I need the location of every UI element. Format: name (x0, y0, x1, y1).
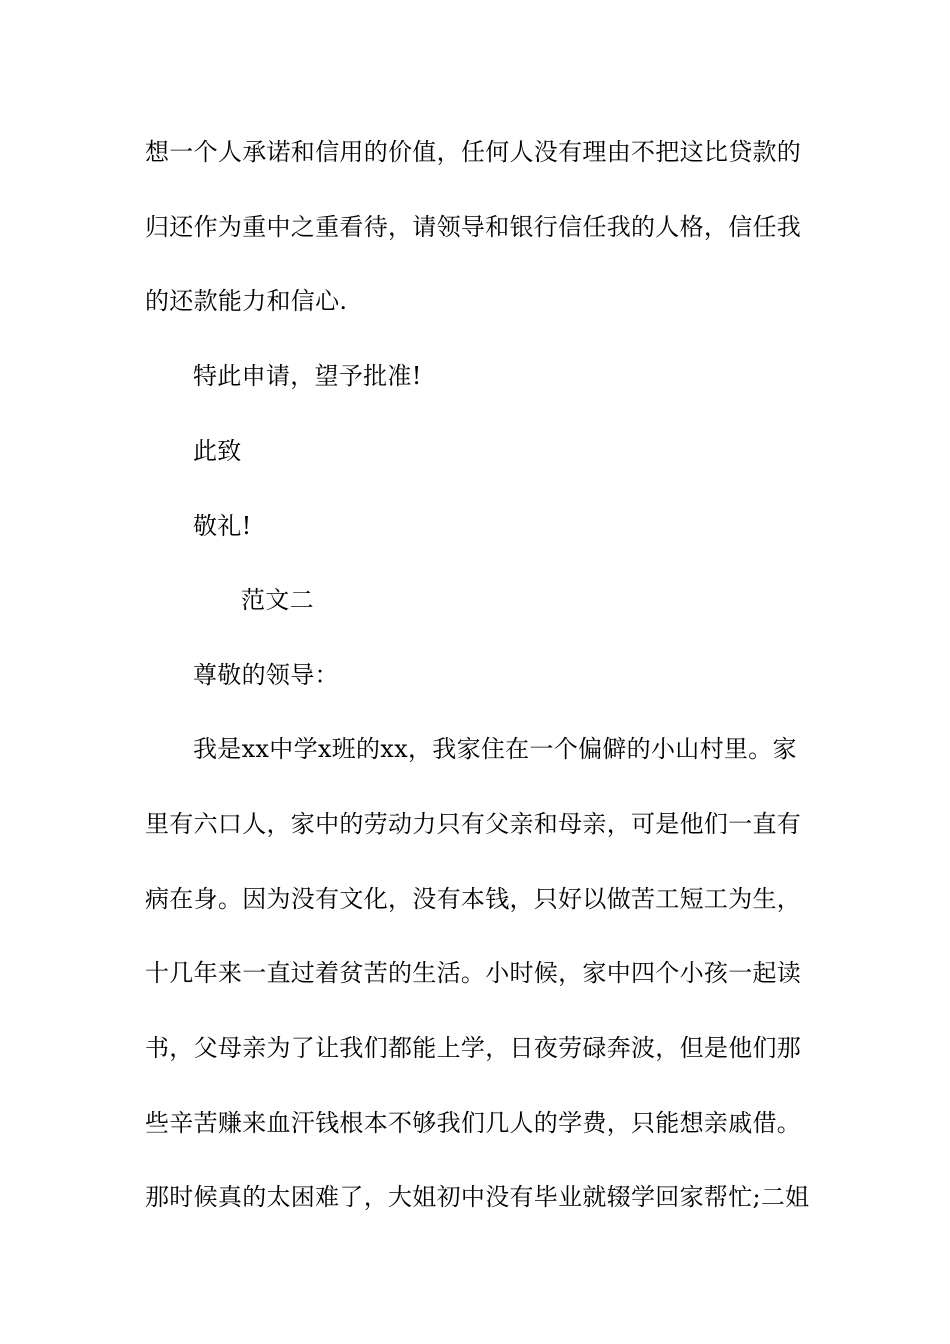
body-line-3: 的还款能力和信心. (145, 287, 348, 315)
body-line-8: 书，父母亲为了让我们都能上学，日夜劳碌奔波，但是他们那 (145, 1034, 802, 1062)
body-line-5: 里有六口人，家中的劳动力只有父亲和母亲，可是他们一直有 (145, 810, 802, 838)
greeting: 尊敬的领导： (193, 661, 339, 689)
body-line-10: 那时候真的太困难了，大姐初中没有毕业就辍学回家帮忙;二姐 (145, 1183, 810, 1211)
body-line-2: 归还作为重中之重看待，请领导和银行信任我的人格，信任我 (145, 213, 802, 241)
body-line-6: 病在身。因为没有文化，没有本钱，只好以做苦工短工为生， (145, 885, 802, 913)
body-line-4: 我是xx中学x班的xx，我家住在一个偏僻的小山村里。家 (193, 735, 797, 763)
section-heading: 范文二 (241, 586, 314, 614)
closing-salutation-1: 此致 (193, 437, 242, 465)
closing-request: 特此申请，望予批准! (193, 362, 422, 390)
body-line-9: 些辛苦赚来血汗钱根本不够我们几人的学费，只能想亲戚借。 (145, 1109, 802, 1137)
body-line-7: 十几年来一直过着贫苦的生活。小时候，家中四个小孩一起读 (145, 959, 802, 987)
body-line-1: 想一个人承诺和信用的价值，任何人没有理由不把这比贷款的 (145, 138, 802, 166)
closing-salutation-2: 敬礼! (193, 512, 252, 540)
